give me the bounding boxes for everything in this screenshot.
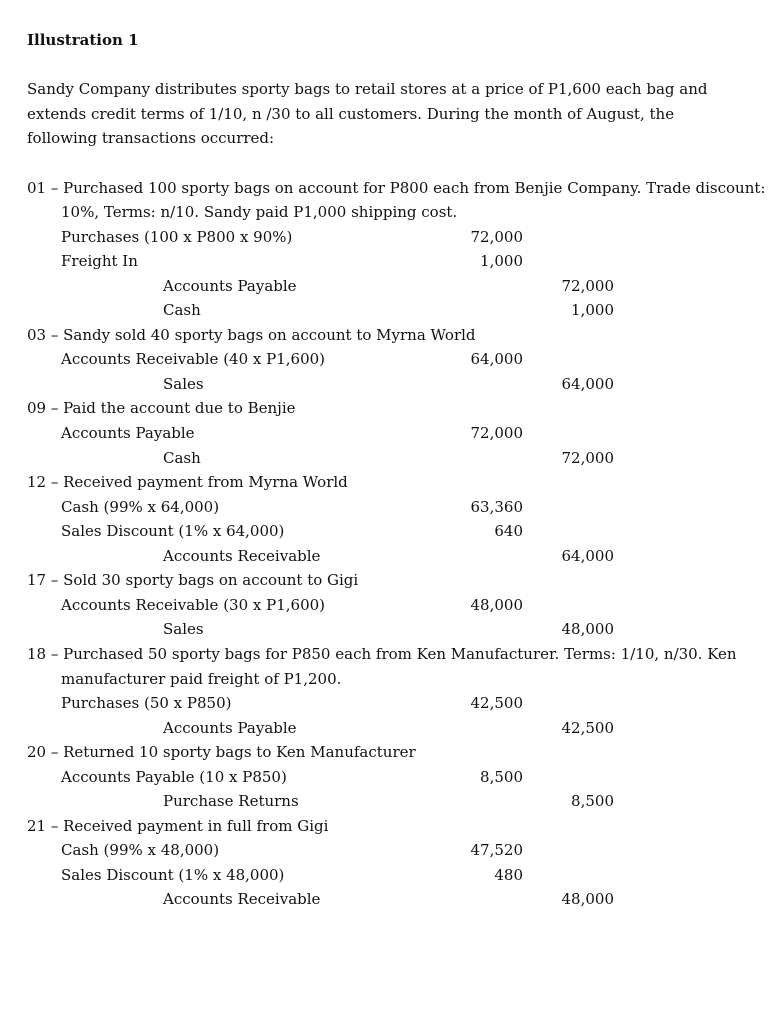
line-text: Sales (163, 374, 204, 393)
transaction-heading (27, 569, 358, 591)
line-text: Purchases (50 x P850) (61, 694, 232, 713)
line-text: Accounts Receivable (40 x P1,600) (61, 350, 326, 369)
credit-line (163, 545, 320, 567)
credit-line (163, 618, 204, 640)
line-text: 03 – Sandy sold 40 sporty bags on account to Myrna World (27, 325, 476, 344)
line-text: 01 – Purchased 100 sporty bags on account for P800 each from Benjie Company. Trade discount: (27, 178, 766, 197)
transaction-heading (27, 177, 765, 199)
transaction-heading-cont (61, 201, 457, 223)
credit-amount: 1,000 (571, 301, 614, 320)
credit-line (163, 790, 299, 812)
transaction-heading (27, 471, 348, 493)
credit-amount: 42,500 (561, 718, 614, 737)
line-text: 09 – Paid the account due to Benjie (27, 399, 296, 418)
credit-line (163, 299, 201, 321)
credit-line (163, 447, 201, 469)
debit-line (61, 594, 325, 616)
credit-amount: 64,000 (561, 546, 614, 565)
credit-amount: 64,000 (561, 374, 614, 393)
transaction-heading-cont (61, 668, 341, 690)
debit-amount: 63,360 (470, 497, 523, 516)
credit-amount: 72,000 (561, 276, 614, 295)
line-text: manufacturer paid freight of P1,200. (61, 669, 342, 688)
line-text: Freight In (61, 252, 138, 271)
line-text: Cash (163, 301, 201, 320)
intro-paragraph: Sandy Company distributes sporty bags to retail stores at a price of P1,600 each bag and extends credit terms of 1/10, n /30 to all customers. During the month of August, the following transactions occurred: (27, 80, 708, 148)
line-text: Cash (99% x 48,000) (61, 841, 220, 860)
debit-amount: 480 (494, 865, 523, 884)
credit-amount: 72,000 (561, 448, 614, 467)
transaction-heading (27, 324, 476, 346)
debit-amount: 1,000 (480, 252, 523, 271)
line-text: 12 – Received payment from Myrna World (27, 473, 348, 492)
debit-amount: 64,000 (470, 350, 523, 369)
line-text: Accounts Receivable (163, 890, 321, 909)
debit-line (61, 692, 231, 714)
transaction-heading (27, 643, 737, 665)
line-text: Accounts Payable (10 x P850) (61, 767, 287, 786)
document-title: Illustration 1 (27, 31, 139, 49)
credit-line (163, 717, 297, 739)
line-text: Cash (99% x 64,000) (61, 497, 220, 516)
debit-amount: 42,500 (470, 694, 523, 713)
line-text: 17 – Sold 30 sporty bags on account to Gigi (27, 571, 359, 590)
debit-line (61, 422, 195, 444)
line-text: Accounts Receivable (30 x P1,600) (61, 595, 326, 614)
debit-line (61, 250, 138, 272)
debit-line (61, 520, 284, 542)
line-text: 21 – Received payment in full from Gigi (27, 816, 329, 835)
line-text: 20 – Returned 10 sporty bags to Ken Manufacturer (27, 743, 416, 762)
line-text: 10%, Terms: n/10. Sandy paid P1,000 shipping cost. (61, 203, 458, 222)
line-text: Sales Discount (1% x 64,000) (61, 522, 285, 541)
debit-amount: 640 (494, 522, 523, 541)
line-text: Purchases (100 x P800 x 90%) (61, 227, 293, 246)
debit-line (61, 864, 284, 886)
transaction-heading (27, 397, 296, 419)
transaction-heading (27, 741, 416, 763)
debit-line (61, 348, 325, 370)
line-text: Sales (163, 620, 204, 639)
debit-line (61, 766, 287, 788)
line-text: Purchase Returns (163, 792, 299, 811)
debit-amount: 48,000 (470, 595, 523, 614)
line-text: Accounts Payable (61, 424, 195, 442)
debit-amount: 8,500 (480, 767, 523, 786)
credit-amount: 8,500 (571, 792, 614, 811)
line-text: Cash (163, 448, 201, 467)
credit-line (163, 373, 204, 395)
line-text: Accounts Payable (163, 276, 297, 295)
debit-line (61, 496, 219, 518)
debit-line (61, 226, 292, 248)
credit-line (163, 275, 297, 297)
line-text: Accounts Receivable (163, 546, 321, 565)
line-text: Sales Discount (1% x 48,000) (61, 865, 285, 884)
debit-amount: 47,520 (470, 841, 523, 860)
debit-line (61, 839, 219, 861)
debit-amount: 72,000 (470, 424, 523, 442)
debit-amount: 72,000 (470, 227, 523, 246)
line-text: 18 – Purchased 50 sporty bags for P850 each from Ken Manufacturer. Terms: 1/10, n/30. Ken (27, 644, 737, 663)
line-text: Accounts Payable (163, 718, 297, 737)
transaction-heading (27, 815, 328, 837)
credit-amount: 48,000 (561, 890, 614, 909)
credit-amount: 48,000 (561, 620, 614, 639)
credit-line (163, 888, 320, 910)
